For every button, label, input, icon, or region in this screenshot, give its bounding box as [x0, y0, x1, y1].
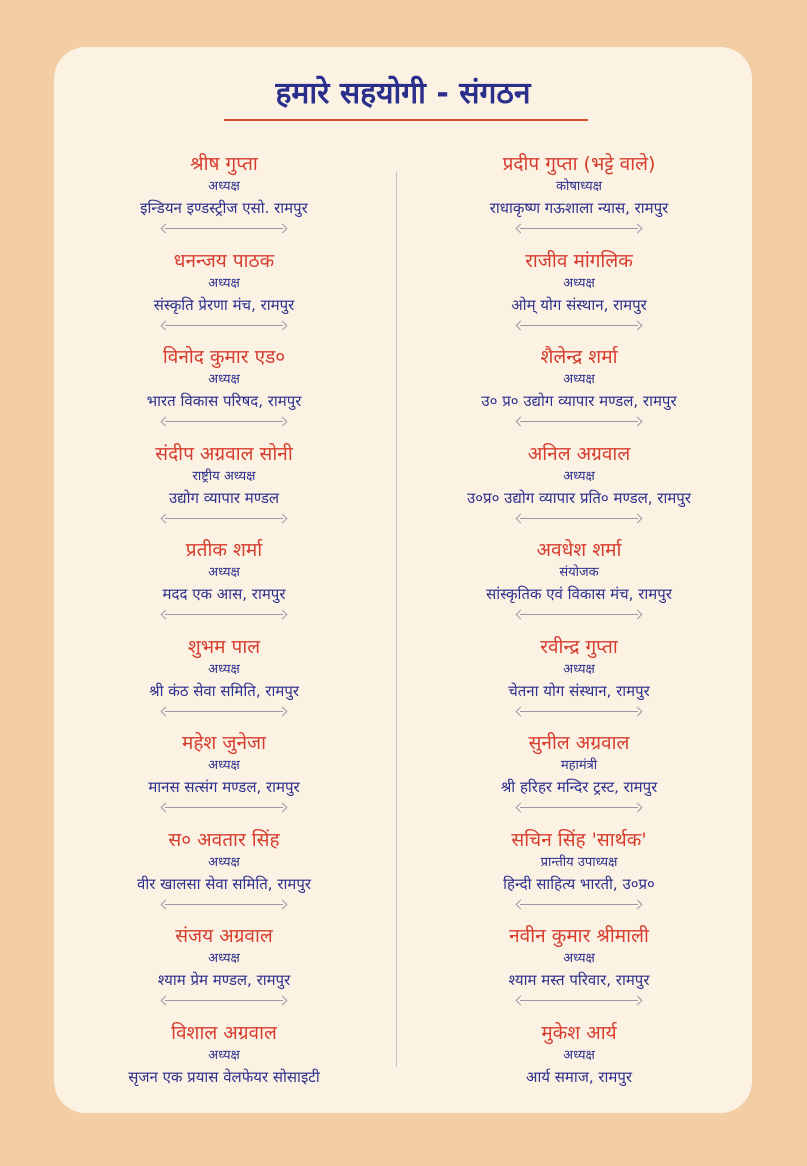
member-role: अध्यक्ष — [208, 758, 240, 773]
member-entry — [409, 249, 749, 330]
member-name: संजय अग्रवाल — [175, 925, 273, 947]
ornamental-separator — [161, 707, 287, 716]
member-entry — [54, 1021, 394, 1087]
member-name: नवीन कुमार श्रीमाली — [509, 925, 649, 947]
ornamental-separator — [516, 996, 642, 1005]
member-organization: उद्योग व्यापार मण्डल — [168, 488, 280, 507]
member-entry — [54, 538, 394, 619]
member-organization: मानस सत्संग मण्डल, रामपुर — [148, 778, 300, 796]
member-organization: इन्डियन इण्डस्ट्रीज एसो. रामपुर — [140, 199, 308, 217]
member-entry — [54, 152, 394, 233]
ornamental-separator — [516, 900, 642, 909]
member-name: मुकेश आर्य — [541, 1021, 617, 1044]
member-organization: मदद एक आस, रामपुर — [162, 585, 286, 603]
ornamental-separator — [516, 417, 642, 426]
member-organization: श्याम मस्त परिवार, रामपुर — [508, 971, 650, 989]
member-organization: सृजन एक प्रयास वेलफेयर सोसाइटी — [128, 1067, 320, 1086]
member-entry — [409, 152, 749, 233]
member-name: शुभम पाल — [187, 635, 261, 658]
member-name: स० अवतार सिंह — [168, 828, 280, 851]
member-name: अवधेश शर्मा — [536, 539, 622, 561]
member-role: अध्यक्ष — [208, 661, 240, 677]
member-name: अनिल अग्रवाल — [527, 442, 631, 465]
member-organization: उ०प्र० उद्योग व्यापार प्रति० मण्डल, रामपुर — [467, 488, 691, 507]
ornamental-separator — [516, 224, 642, 233]
member-organization: आर्य समाज, रामपुर — [525, 1067, 633, 1086]
member-role: अध्यक्ष — [208, 854, 240, 870]
member-name: धनन्जय पाठक — [173, 249, 275, 272]
ornamental-separator — [161, 417, 287, 426]
column-divider — [396, 172, 397, 1067]
ornamental-separator — [161, 224, 287, 233]
member-role: अध्यक्ष — [208, 372, 240, 387]
member-organization: सांस्कृतिक एवं विकास मंच, रामपुर — [486, 585, 672, 603]
member-role: प्रान्तीय उपाध्यक्ष — [540, 854, 618, 870]
member-entry — [409, 731, 749, 812]
member-name: सचिन सिंह 'सार्थक' — [511, 828, 647, 851]
member-organization: हिन्दी साहित्य भारती, उ०प्र० — [503, 874, 655, 893]
page-card — [54, 47, 752, 1113]
member-organization: संस्कृति प्रेरणा मंच, रामपुर — [153, 295, 295, 314]
member-entry — [54, 924, 394, 1005]
ornamental-separator — [516, 321, 642, 330]
member-organization: उ० प्र० उद्योग व्यापार मण्डल, रामपुर — [481, 392, 677, 410]
member-entry — [409, 442, 749, 523]
member-role: अध्यक्ष — [563, 372, 595, 387]
member-entry — [409, 1021, 749, 1087]
member-name: संदीप अग्रवाल सोनी — [155, 442, 293, 465]
member-organization: राधाकृष्ण गऊशाला न्यास, रामपुर — [489, 199, 669, 217]
ornamental-separator — [161, 610, 287, 619]
member-organization: भारत विकास परिषद, रामपुर — [146, 392, 302, 410]
member-role: अध्यक्ष — [563, 951, 595, 966]
ornamental-separator — [161, 900, 287, 909]
member-role: अध्यक्ष — [208, 565, 240, 580]
member-role: राष्ट्रीय अध्यक्ष — [192, 468, 256, 484]
member-entry — [409, 635, 749, 716]
member-organization: चेतना योग संस्थान, रामपुर — [508, 681, 650, 700]
ornamental-separator — [516, 803, 642, 812]
member-entry — [54, 345, 394, 426]
member-name: विनोद कुमार एड० — [162, 346, 286, 368]
member-name: रवीन्द्र गुप्ता — [540, 635, 618, 658]
member-name: शैलेन्द्र शर्मा — [540, 346, 618, 368]
member-name: प्रतीक शर्मा — [185, 539, 263, 561]
ornamental-separator — [161, 803, 287, 812]
member-organization: ओम् योग संस्थान, रामपुर — [511, 295, 647, 314]
member-entry — [54, 249, 394, 330]
ornamental-separator — [516, 707, 642, 716]
member-role: महामंत्री — [560, 758, 598, 773]
ornamental-separator — [161, 321, 287, 330]
member-entry — [409, 538, 749, 619]
member-organization: वीर खालसा सेवा समिति, रामपुर — [137, 874, 311, 893]
member-role: अध्यक्ष — [208, 1047, 240, 1063]
ornamental-separator — [516, 610, 642, 619]
member-entry — [54, 828, 394, 909]
member-organization: श्याम प्रेम मण्डल, रामपुर — [157, 971, 291, 989]
member-role: अध्यक्ष — [563, 1047, 595, 1063]
member-organization: श्री कंठ सेवा समिति, रामपुर — [148, 681, 300, 700]
member-name: सुनील अग्रवाल — [528, 732, 630, 754]
page-title: हमारे सहयोगी - संगठन — [275, 76, 531, 111]
title-underline — [224, 119, 588, 121]
member-name: श्रीष गुप्ता — [190, 153, 258, 175]
member-entry — [409, 828, 749, 909]
member-name: विशाल अग्रवाल — [171, 1021, 277, 1044]
member-organization: श्री हरिहर मन्दिर ट्रस्ट, रामपुर — [500, 778, 658, 796]
member-role: अध्यक्ष — [208, 275, 240, 291]
ornamental-separator — [516, 514, 642, 523]
member-role: अध्यक्ष — [208, 179, 240, 194]
member-name: महेश जुनेजा — [181, 732, 267, 754]
member-entry — [409, 924, 749, 1005]
member-name: प्रदीप गुप्ता (भट्टे वाले) — [502, 153, 656, 175]
member-role: अध्यक्ष — [563, 275, 595, 291]
ornamental-separator — [161, 514, 287, 523]
member-entry — [409, 345, 749, 426]
member-role: कोषाध्यक्ष — [556, 179, 602, 194]
member-role: अध्यक्ष — [563, 661, 595, 677]
member-role: अध्यक्ष — [208, 951, 240, 966]
member-entry — [54, 442, 394, 523]
member-entry — [54, 635, 394, 716]
member-role: अध्यक्ष — [563, 468, 595, 484]
member-name: राजीव मांगलिक — [525, 249, 633, 272]
ornamental-separator — [161, 996, 287, 1005]
member-role: संयोजक — [559, 565, 599, 580]
member-entry — [54, 731, 394, 812]
